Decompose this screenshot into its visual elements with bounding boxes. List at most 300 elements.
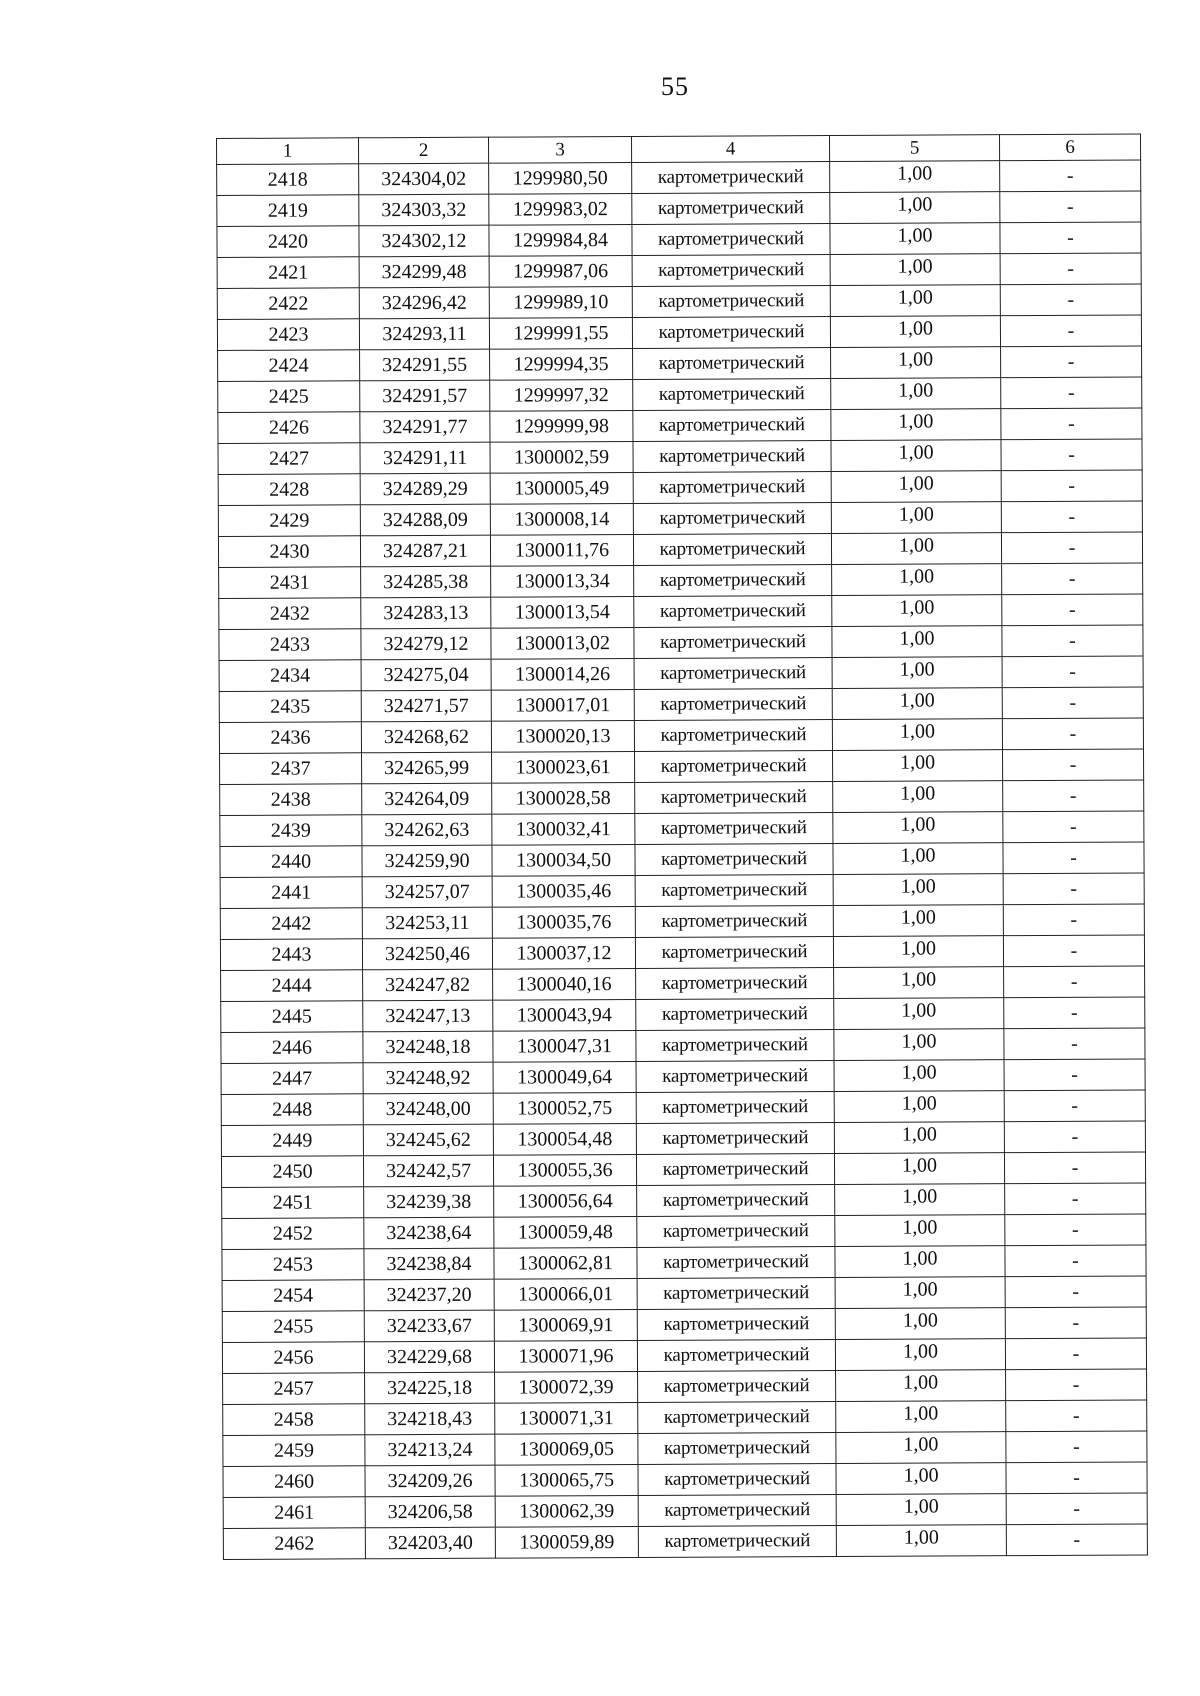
precision-cell: 1,00: [835, 1215, 1005, 1247]
method-cell: картометрический: [633, 409, 831, 441]
note-cell: -: [1001, 532, 1142, 564]
x-coordinate-cell: 324218,43: [365, 1403, 495, 1435]
x-coordinate-cell: 324248,18: [363, 1031, 493, 1063]
table-row: [223, 1462, 1147, 1498]
precision-cell: 1,00: [834, 1060, 1004, 1092]
method-cell: картометрический: [638, 1401, 836, 1433]
method-cell: картометрический: [635, 843, 833, 875]
method-cell: картометрический: [636, 967, 834, 999]
note-cell: -: [1000, 191, 1141, 223]
x-coordinate-cell: 324289,29: [360, 473, 490, 505]
note-cell: -: [1006, 1369, 1147, 1401]
x-coordinate-cell: 324279,12: [361, 628, 491, 660]
table-row: [218, 377, 1142, 413]
precision-cell: 1,00: [834, 1029, 1004, 1061]
column-header-5: 5: [829, 135, 999, 162]
y-coordinate-cell: 1300005,49: [490, 472, 633, 504]
point-number-cell: 2462: [223, 1528, 365, 1560]
point-number-cell: 2447: [221, 1063, 363, 1095]
y-coordinate-cell: 1300054,48: [493, 1123, 636, 1155]
precision-cell: 1,00: [835, 1339, 1005, 1371]
method-cell: картометрический: [636, 1153, 834, 1185]
point-number-cell: 2419: [217, 195, 359, 227]
table-row: [217, 315, 1141, 351]
note-cell: -: [1006, 1431, 1147, 1463]
x-coordinate-cell: 324283,13: [361, 597, 491, 629]
method-cell: картометрический: [637, 1339, 835, 1371]
point-number-cell: 2434: [219, 660, 361, 692]
precision-cell: 1,00: [836, 1463, 1006, 1495]
note-cell: -: [1002, 563, 1143, 595]
x-coordinate-cell: 324206,58: [365, 1496, 495, 1528]
table-row: [218, 346, 1142, 382]
point-number-cell: 2436: [219, 722, 361, 754]
point-number-cell: 2449: [221, 1125, 363, 1157]
table-body: [217, 160, 1148, 1559]
y-coordinate-cell: 1300011,76: [490, 534, 633, 566]
note-cell: -: [1001, 470, 1142, 502]
table-row: [222, 1307, 1146, 1343]
x-coordinate-cell: 324268,62: [361, 721, 491, 753]
note-cell: -: [1003, 842, 1144, 874]
table-row: [223, 1431, 1147, 1467]
precision-cell: 1,00: [832, 688, 1002, 720]
x-coordinate-cell: 324287,21: [360, 535, 490, 567]
method-cell: картометрический: [635, 905, 833, 937]
point-number-cell: 2454: [222, 1280, 364, 1312]
y-coordinate-cell: 1300037,12: [492, 937, 635, 969]
y-coordinate-cell: 1300055,36: [493, 1154, 636, 1186]
method-cell: картометрический: [633, 378, 831, 410]
x-coordinate-cell: 324285,38: [361, 566, 491, 598]
note-cell: -: [1005, 1307, 1146, 1339]
point-number-cell: 2453: [222, 1249, 364, 1281]
point-number-cell: 2445: [221, 1001, 363, 1033]
x-coordinate-cell: 324250,46: [362, 938, 492, 970]
table-row: [218, 439, 1142, 475]
x-coordinate-cell: 324302,12: [359, 225, 489, 257]
precision-cell: 1,00: [834, 1091, 1004, 1123]
y-coordinate-cell: 1300071,96: [494, 1340, 637, 1372]
table-row: [219, 718, 1143, 754]
y-coordinate-cell: 1300034,50: [492, 844, 635, 876]
method-cell: картометрический: [636, 1029, 834, 1061]
table-row: [219, 656, 1143, 692]
note-cell: -: [1004, 1059, 1145, 1091]
point-number-cell: 2432: [219, 598, 361, 630]
x-coordinate-cell: 324253,11: [362, 907, 492, 939]
y-coordinate-cell: 1300017,01: [491, 689, 634, 721]
method-cell: картометрический: [634, 626, 832, 658]
precision-cell: 1,00: [832, 657, 1002, 689]
point-number-cell: 2430: [218, 536, 360, 568]
point-number-cell: 2418: [217, 164, 359, 196]
note-cell: -: [1004, 1152, 1145, 1184]
table-row: [223, 1369, 1147, 1405]
x-coordinate-cell: 324247,13: [363, 1000, 493, 1032]
point-number-cell: 2461: [223, 1497, 365, 1529]
y-coordinate-cell: 1299987,06: [489, 255, 632, 287]
note-cell: -: [1002, 656, 1143, 688]
point-number-cell: 2459: [223, 1435, 365, 1467]
y-coordinate-cell: 1300013,02: [491, 627, 634, 659]
precision-cell: 1,00: [831, 533, 1001, 565]
precision-cell: 1,00: [831, 440, 1001, 472]
point-number-cell: 2455: [222, 1311, 364, 1343]
table-row: [222, 1245, 1146, 1281]
y-coordinate-cell: 1299983,02: [489, 193, 632, 225]
table-row: [221, 1121, 1145, 1157]
point-number-cell: 2444: [221, 970, 363, 1002]
method-cell: картометрический: [638, 1463, 836, 1495]
table-row: [220, 780, 1144, 816]
precision-cell: 1,00: [833, 812, 1003, 844]
point-number-cell: 2440: [220, 846, 362, 878]
note-cell: -: [1000, 315, 1141, 347]
note-cell: -: [1001, 346, 1142, 378]
point-number-cell: 2442: [220, 908, 362, 940]
precision-cell: 1,00: [833, 905, 1003, 937]
precision-cell: 1,00: [836, 1494, 1006, 1526]
y-coordinate-cell: 1300062,39: [495, 1495, 638, 1527]
y-coordinate-cell: 1300059,89: [495, 1526, 638, 1558]
y-coordinate-cell: 1300047,31: [493, 1030, 636, 1062]
note-cell: -: [1003, 811, 1144, 843]
note-cell: -: [1000, 160, 1141, 192]
method-cell: картометрический: [635, 812, 833, 844]
x-coordinate-cell: 324248,00: [363, 1093, 493, 1125]
note-cell: -: [1002, 687, 1143, 719]
method-cell: картометрический: [637, 1308, 835, 1340]
table-row: [220, 935, 1144, 971]
note-cell: -: [1006, 1400, 1147, 1432]
precision-cell: 1,00: [831, 409, 1001, 441]
table-row: [217, 253, 1141, 289]
y-coordinate-cell: 1300072,39: [495, 1371, 638, 1403]
point-number-cell: 2448: [221, 1094, 363, 1126]
method-cell: картометрический: [633, 502, 831, 534]
method-cell: картометрический: [635, 781, 833, 813]
x-coordinate-cell: 324296,42: [359, 287, 489, 319]
x-coordinate-cell: 324242,57: [363, 1155, 493, 1187]
point-number-cell: 2456: [222, 1342, 364, 1374]
y-coordinate-cell: 1300056,64: [494, 1185, 637, 1217]
table-row: [222, 1183, 1146, 1219]
table-row: [223, 1524, 1147, 1560]
x-coordinate-cell: 324291,11: [360, 442, 490, 474]
table-row: [222, 1214, 1146, 1250]
method-cell: картометрический: [633, 440, 831, 472]
x-coordinate-cell: 324245,62: [363, 1124, 493, 1156]
table-row: [218, 470, 1142, 506]
y-coordinate-cell: 1300049,64: [493, 1061, 636, 1093]
y-coordinate-cell: 1300023,61: [492, 751, 635, 783]
x-coordinate-cell: 324238,84: [364, 1248, 494, 1280]
x-coordinate-cell: 324291,55: [360, 349, 490, 381]
x-coordinate-cell: 324257,07: [362, 876, 492, 908]
table-row: [223, 1400, 1147, 1436]
y-coordinate-cell: 1299984,84: [489, 224, 632, 256]
column-header-4: 4: [631, 136, 829, 163]
point-number-cell: 2431: [219, 567, 361, 599]
precision-cell: 1,00: [832, 719, 1002, 751]
method-cell: картометрический: [636, 1122, 834, 1154]
precision-cell: 1,00: [833, 781, 1003, 813]
y-coordinate-cell: 1300071,31: [495, 1402, 638, 1434]
precision-cell: 1,00: [833, 936, 1003, 968]
y-coordinate-cell: 1300013,54: [491, 596, 634, 628]
point-number-cell: 2420: [217, 226, 359, 258]
point-number-cell: 2438: [220, 784, 362, 816]
precision-cell: 1,00: [836, 1401, 1006, 1433]
note-cell: -: [1003, 873, 1144, 905]
method-cell: картометрический: [638, 1370, 836, 1402]
note-cell: -: [1003, 935, 1144, 967]
table-row: [220, 873, 1144, 909]
x-coordinate-cell: 324203,40: [365, 1527, 495, 1559]
point-number-cell: 2452: [222, 1218, 364, 1250]
note-cell: -: [1002, 749, 1143, 781]
point-number-cell: 2441: [220, 877, 362, 909]
table-row: [218, 501, 1142, 537]
x-coordinate-cell: 324237,20: [364, 1279, 494, 1311]
table-row: [220, 749, 1144, 785]
x-coordinate-cell: 324225,18: [365, 1372, 495, 1404]
table-row: [221, 966, 1145, 1002]
method-cell: картометрический: [632, 316, 830, 348]
point-number-cell: 2446: [221, 1032, 363, 1064]
note-cell: -: [1000, 222, 1141, 254]
table-row: [221, 1152, 1145, 1188]
table-row: [219, 687, 1143, 723]
note-cell: -: [1005, 1245, 1146, 1277]
table-row: [221, 1059, 1145, 1095]
y-coordinate-cell: 1300020,13: [491, 720, 634, 752]
precision-cell: 1,00: [836, 1525, 1006, 1557]
column-header-1: 1: [217, 138, 359, 165]
x-coordinate-cell: 324213,24: [365, 1434, 495, 1466]
x-coordinate-cell: 324303,32: [359, 194, 489, 226]
precision-cell: 1,00: [835, 1308, 1005, 1340]
note-cell: -: [1005, 1338, 1146, 1370]
column-header-2: 2: [359, 137, 489, 164]
table-row: [222, 1276, 1146, 1312]
precision-cell: 1,00: [831, 471, 1001, 503]
y-coordinate-cell: 1300035,76: [492, 906, 635, 938]
note-cell: -: [1002, 718, 1143, 750]
point-number-cell: 2425: [218, 381, 360, 413]
y-coordinate-cell: 1300008,14: [490, 503, 633, 535]
x-coordinate-cell: 324209,26: [365, 1465, 495, 1497]
table-row: [220, 842, 1144, 878]
note-cell: -: [1002, 594, 1143, 626]
y-coordinate-cell: 1300062,81: [494, 1247, 637, 1279]
note-cell: -: [1001, 439, 1142, 471]
note-cell: -: [1002, 625, 1143, 657]
point-number-cell: 2422: [217, 288, 359, 320]
x-coordinate-cell: 324239,38: [364, 1186, 494, 1218]
note-cell: -: [1003, 780, 1144, 812]
method-cell: картометрический: [634, 595, 832, 627]
y-coordinate-cell: 1299994,35: [490, 348, 633, 380]
x-coordinate-cell: 324233,67: [364, 1310, 494, 1342]
method-cell: картометрический: [633, 471, 831, 503]
y-coordinate-cell: 1300043,94: [493, 999, 636, 1031]
point-number-cell: 2435: [219, 691, 361, 723]
table-row: [217, 284, 1141, 320]
point-number-cell: 2429: [218, 505, 360, 537]
y-coordinate-cell: 1299999,98: [490, 410, 633, 442]
column-header-3: 3: [488, 136, 631, 163]
y-coordinate-cell: 1299989,10: [489, 286, 632, 318]
method-cell: картометрический: [634, 688, 832, 720]
note-cell: -: [1001, 377, 1142, 409]
y-coordinate-cell: 1300040,16: [493, 968, 636, 1000]
method-cell: картометрический: [637, 1215, 835, 1247]
x-coordinate-cell: 324288,09: [360, 504, 490, 536]
y-coordinate-cell: 1300032,41: [492, 813, 635, 845]
y-coordinate-cell: 1299991,55: [489, 317, 632, 349]
precision-cell: 1,00: [833, 843, 1003, 875]
x-coordinate-cell: 324299,48: [359, 256, 489, 288]
method-cell: картометрический: [633, 533, 831, 565]
table-row: [222, 1338, 1146, 1374]
page-number: 55: [661, 72, 689, 101]
note-cell: -: [1004, 1121, 1145, 1153]
precision-cell: 1,00: [835, 1184, 1005, 1216]
method-cell: картометрический: [636, 998, 834, 1030]
x-coordinate-cell: 324291,77: [360, 411, 490, 443]
method-cell: картометрический: [637, 1184, 835, 1216]
precision-cell: 1,00: [836, 1432, 1006, 1464]
precision-cell: 1,00: [832, 564, 1002, 596]
point-number-cell: 2439: [220, 815, 362, 847]
precision-cell: 1,00: [831, 378, 1001, 410]
note-cell: -: [1005, 1183, 1146, 1215]
note-cell: -: [1004, 1028, 1145, 1060]
y-coordinate-cell: 1300014,26: [491, 658, 634, 690]
precision-cell: 1,00: [831, 502, 1001, 534]
table-row: [219, 594, 1143, 630]
precision-cell: 1,00: [830, 161, 1000, 193]
point-number-cell: 2443: [220, 939, 362, 971]
method-cell: картометрический: [632, 255, 830, 287]
table-row: [221, 997, 1145, 1033]
x-coordinate-cell: 324304,02: [359, 163, 489, 195]
note-cell: -: [1004, 997, 1145, 1029]
precision-cell: 1,00: [830, 192, 1000, 224]
point-number-cell: 2426: [218, 412, 360, 444]
note-cell: -: [1001, 501, 1142, 533]
method-cell: картометрический: [634, 564, 832, 596]
x-coordinate-cell: 324247,82: [363, 969, 493, 1001]
table-row: [220, 904, 1144, 940]
precision-cell: 1,00: [833, 874, 1003, 906]
method-cell: картометрический: [632, 193, 830, 225]
x-coordinate-cell: 324229,68: [364, 1341, 494, 1373]
method-cell: картометрический: [638, 1525, 836, 1557]
x-coordinate-cell: 324275,04: [361, 659, 491, 691]
note-cell: -: [1006, 1524, 1147, 1556]
precision-cell: 1,00: [831, 347, 1001, 379]
note-cell: -: [1000, 253, 1141, 285]
precision-cell: 1,00: [835, 1246, 1005, 1278]
method-cell: картометрический: [632, 286, 830, 318]
method-cell: картометрический: [638, 1432, 836, 1464]
point-number-cell: 2458: [223, 1404, 365, 1436]
x-coordinate-cell: 324293,11: [359, 318, 489, 350]
method-cell: картометрический: [633, 347, 831, 379]
y-coordinate-cell: 1300066,01: [494, 1278, 637, 1310]
note-cell: -: [1006, 1493, 1147, 1525]
table-row: [221, 1090, 1145, 1126]
note-cell: -: [1005, 1214, 1146, 1246]
note-cell: -: [1000, 284, 1141, 316]
y-coordinate-cell: 1299997,32: [490, 379, 633, 411]
method-cell: картометрический: [635, 874, 833, 906]
note-cell: -: [1006, 1462, 1147, 1494]
table-row: [219, 563, 1143, 599]
method-cell: картометрический: [634, 719, 832, 751]
note-cell: -: [1001, 408, 1142, 440]
table-row: [219, 625, 1143, 661]
method-cell: картометрический: [632, 224, 830, 256]
method-cell: картометрический: [634, 657, 832, 689]
table-row: [217, 222, 1141, 258]
x-coordinate-cell: 324271,57: [361, 690, 491, 722]
precision-cell: 1,00: [834, 998, 1004, 1030]
y-coordinate-cell: 1300052,75: [493, 1092, 636, 1124]
method-cell: картометрический: [632, 162, 830, 194]
method-cell: картометрический: [637, 1277, 835, 1309]
method-cell: картометрический: [636, 1060, 834, 1092]
point-number-cell: 2450: [221, 1156, 363, 1188]
y-coordinate-cell: 1300013,34: [491, 565, 634, 597]
y-coordinate-cell: 1300002,59: [490, 441, 633, 473]
table-row: [223, 1493, 1147, 1529]
precision-cell: 1,00: [830, 316, 1000, 348]
precision-cell: 1,00: [834, 1122, 1004, 1154]
point-number-cell: 2424: [218, 350, 360, 382]
note-cell: -: [1005, 1276, 1146, 1308]
precision-cell: 1,00: [832, 595, 1002, 627]
precision-cell: 1,00: [830, 285, 1000, 317]
note-cell: -: [1004, 1090, 1145, 1122]
x-coordinate-cell: 324291,57: [360, 380, 490, 412]
note-cell: -: [1003, 904, 1144, 936]
point-number-cell: 2433: [219, 629, 361, 661]
point-number-cell: 2421: [217, 257, 359, 289]
note-cell: -: [1004, 966, 1145, 998]
precision-cell: 1,00: [834, 1153, 1004, 1185]
point-number-cell: 2451: [222, 1187, 364, 1219]
y-coordinate-cell: 1300028,58: [492, 782, 635, 814]
table-row: [218, 408, 1142, 444]
y-coordinate-cell: 1300059,48: [494, 1216, 637, 1248]
coordinates-table: [216, 133, 1148, 1560]
method-cell: картометрический: [637, 1246, 835, 1278]
method-cell: картометрический: [635, 750, 833, 782]
table-row: [221, 1028, 1145, 1064]
table-row: [220, 811, 1144, 847]
point-number-cell: 2428: [218, 474, 360, 506]
x-coordinate-cell: 324264,09: [362, 783, 492, 815]
y-coordinate-cell: 1300035,46: [492, 875, 635, 907]
column-header-6: 6: [999, 134, 1140, 161]
method-cell: картометрический: [636, 1091, 834, 1123]
point-number-cell: 2423: [217, 319, 359, 351]
x-coordinate-cell: 324265,99: [362, 752, 492, 784]
